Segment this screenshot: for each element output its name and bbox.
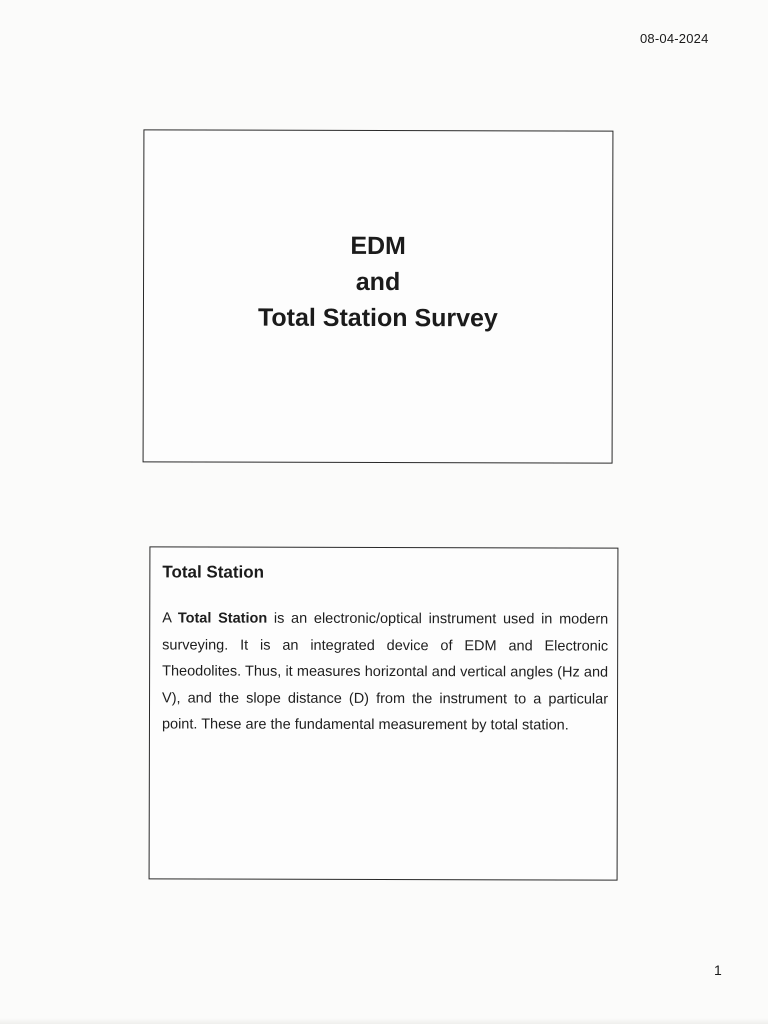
title-slide <box>143 129 614 463</box>
slide-title-line-2: and <box>355 267 401 297</box>
slide-body-paragraph <box>162 605 608 739</box>
page-number: 1 <box>714 962 722 978</box>
body-prefix: A <box>162 610 178 627</box>
slide-title-line-3: Total Station Survey <box>257 303 498 333</box>
page-date: 08-04-2024 <box>640 31 709 46</box>
body-text: is an electronic/optical instrument used in modern surveying. It is an integrated device of EDM and Electronic Theodolites. Thus, it measures horizontal and vertical angles (Hz and V), and the slope distance (D) from the instrument to a particular point. These are the fundamental measurement by total station. <box>161 610 609 734</box>
content-slide <box>149 546 619 880</box>
scan-edge-shadow <box>0 1018 768 1024</box>
slide-heading: Total Station <box>162 562 265 582</box>
slide-title <box>144 227 612 336</box>
slide-title-line-1: EDM <box>350 231 406 261</box>
body-bold-term: Total Station <box>177 610 268 627</box>
